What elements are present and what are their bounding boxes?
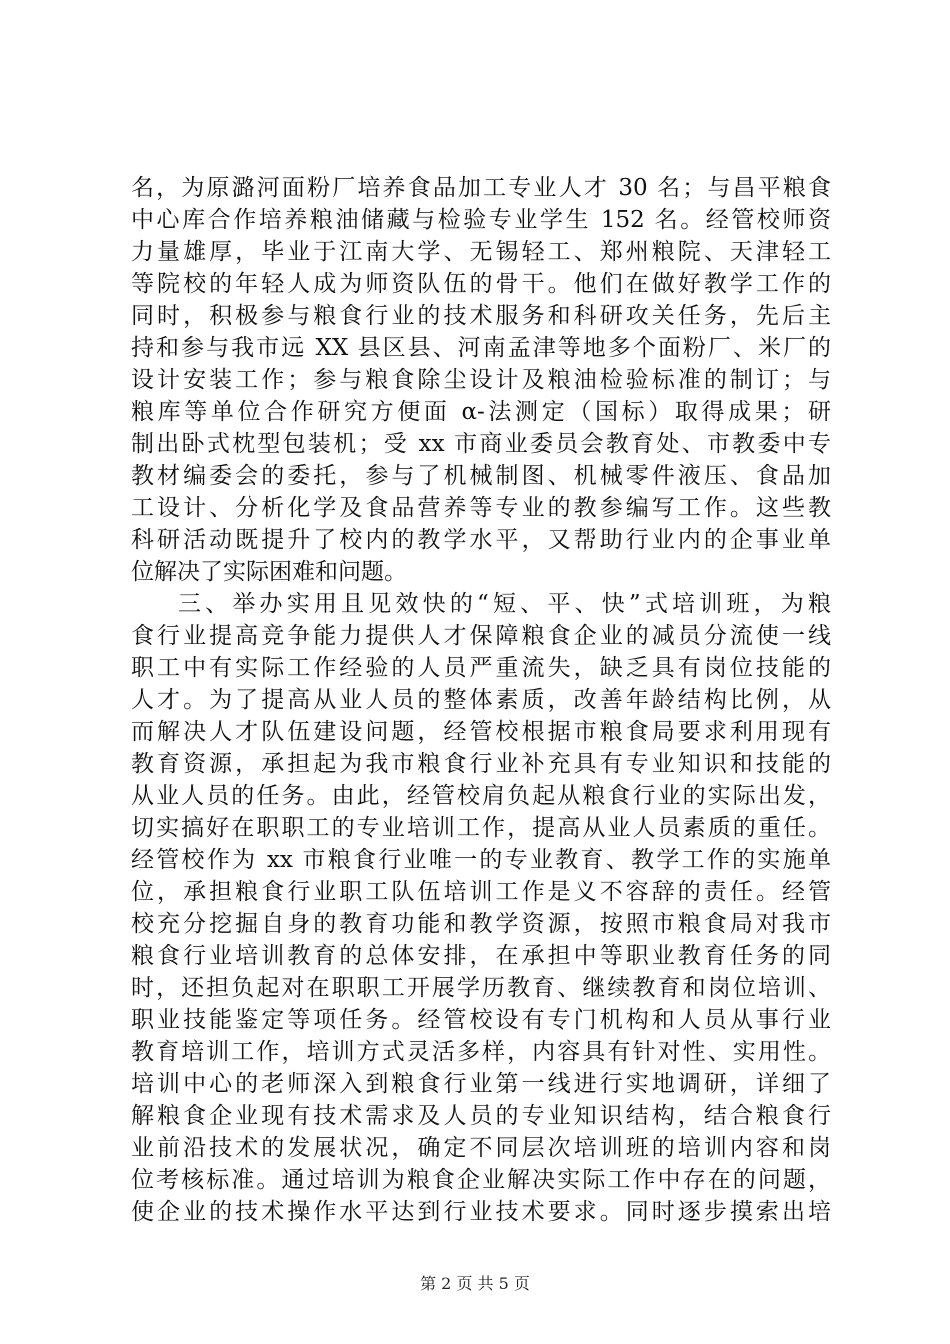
text-line: 制出卧式枕型包装机；受 xx 市商业委员会教育处、市教委中专 bbox=[131, 431, 831, 457]
text-line: 教育培训工作，培训方式灵活多样，内容具有针对性、实用性。 bbox=[131, 1039, 831, 1065]
text-line: 而解决人才队伍建设问题，经管校根据市粮食局要求利用现有 bbox=[131, 719, 831, 745]
text-line: 业前沿技术的发展状况，确定不同层次培训班的培训内容和岗 bbox=[131, 1135, 831, 1161]
text-line: 科研活动既提升了校内的教学水平，又帮助行业内的企事业单 bbox=[131, 527, 831, 553]
text-line: 名，为原潞河面粉厂培养食品加工专业人才 30 名；与昌平粮食 bbox=[131, 175, 831, 201]
text-line: 中心库合作培养粮油储藏与检验专业学生 152 名。经管校师资 bbox=[131, 207, 831, 233]
text-line: 培训中心的老师深入到粮食行业第一线进行实地调研，详细了 bbox=[131, 1071, 831, 1097]
text-line: 同时，积极参与粮食行业的技术服务和科研攻关任务，先后主 bbox=[131, 303, 831, 329]
text-line: 经管校作为 xx 市粮食行业唯一的专业教育、教学工作的实施单 bbox=[131, 847, 831, 873]
text-line: 教材编委会的委托，参与了机械制图、机械零件液压、食品加 bbox=[131, 463, 831, 489]
paragraph-end-line: 位解决了实际困难和问题。 bbox=[131, 559, 407, 585]
text-line: 校充分挖掘自身的教育功能和教学资源，按照市粮食局对我市 bbox=[131, 911, 831, 937]
text-line: 人才。为了提高从业人员的整体素质，改善年龄结构比例，从 bbox=[131, 687, 831, 713]
text-line: 粮库等单位合作研究方便面 α-法测定（国标）取得成果；研 bbox=[131, 399, 831, 425]
text-line: 切实搞好在职职工的专业培训工作，提高从业人员素质的重任。 bbox=[131, 815, 831, 841]
text-line: 粮食行业培训教育的总体安排，在承担中等职业教育任务的同 bbox=[131, 943, 831, 969]
text-line: 等院校的年轻人成为师资队伍的骨干。他们在做好教学工作的 bbox=[131, 271, 831, 297]
page-number-footer: 第 2 页 共 5 页 bbox=[420, 1274, 530, 1293]
text-line: 工设计、分析化学及食品营养等专业的教参编写工作。这些教 bbox=[131, 495, 831, 521]
page-body bbox=[131, 172, 831, 1228]
text-line: 解粮食企业现有技术需求及人员的专业知识结构，结合粮食行 bbox=[131, 1103, 831, 1129]
text-line: 职业技能鉴定等项任务。经管校设有专门机构和人员从事行业 bbox=[131, 1007, 831, 1033]
text-line: 职工中有实际工作经验的人员严重流失，缺乏具有岗位技能的 bbox=[131, 655, 831, 681]
text-line: 设计安装工作；参与粮食除尘设计及粮油检验标准的制订；与 bbox=[131, 367, 831, 393]
section-heading-line: 三、举办实用且见效快的“短、平、快”式培训班，为粮 bbox=[178, 591, 831, 617]
text-line: 食行业提高竞争能力提供人才保障粮食企业的减员分流使一线 bbox=[131, 623, 831, 649]
text-line: 力量雄厚，毕业于江南大学、无锡轻工、郑州粮院、天津轻工 bbox=[131, 239, 831, 265]
text-line: 教育资源，承担起为我市粮食行业补充具有专业知识和技能的 bbox=[131, 751, 831, 777]
text-line: 使企业的技术操作水平达到行业技术要求。同时逐步摸索出培 bbox=[131, 1199, 831, 1225]
text-line: 时，还担负起对在职职工开展学历教育、继续教育和岗位培训、 bbox=[131, 975, 831, 1001]
text-line: 位考核标准。通过培训为粮食企业解决实际工作中存在的问题， bbox=[131, 1167, 831, 1193]
text-line: 持和参与我市远 XX 县区县、河南孟津等地多个面粉厂、米厂的 bbox=[131, 335, 831, 361]
text-line: 位，承担粮食行业职工队伍培训工作是义不容辞的责任。经管 bbox=[131, 879, 831, 905]
text-line: 从业人员的任务。由此，经管校肩负起从粮食行业的实际出发， bbox=[131, 783, 831, 809]
